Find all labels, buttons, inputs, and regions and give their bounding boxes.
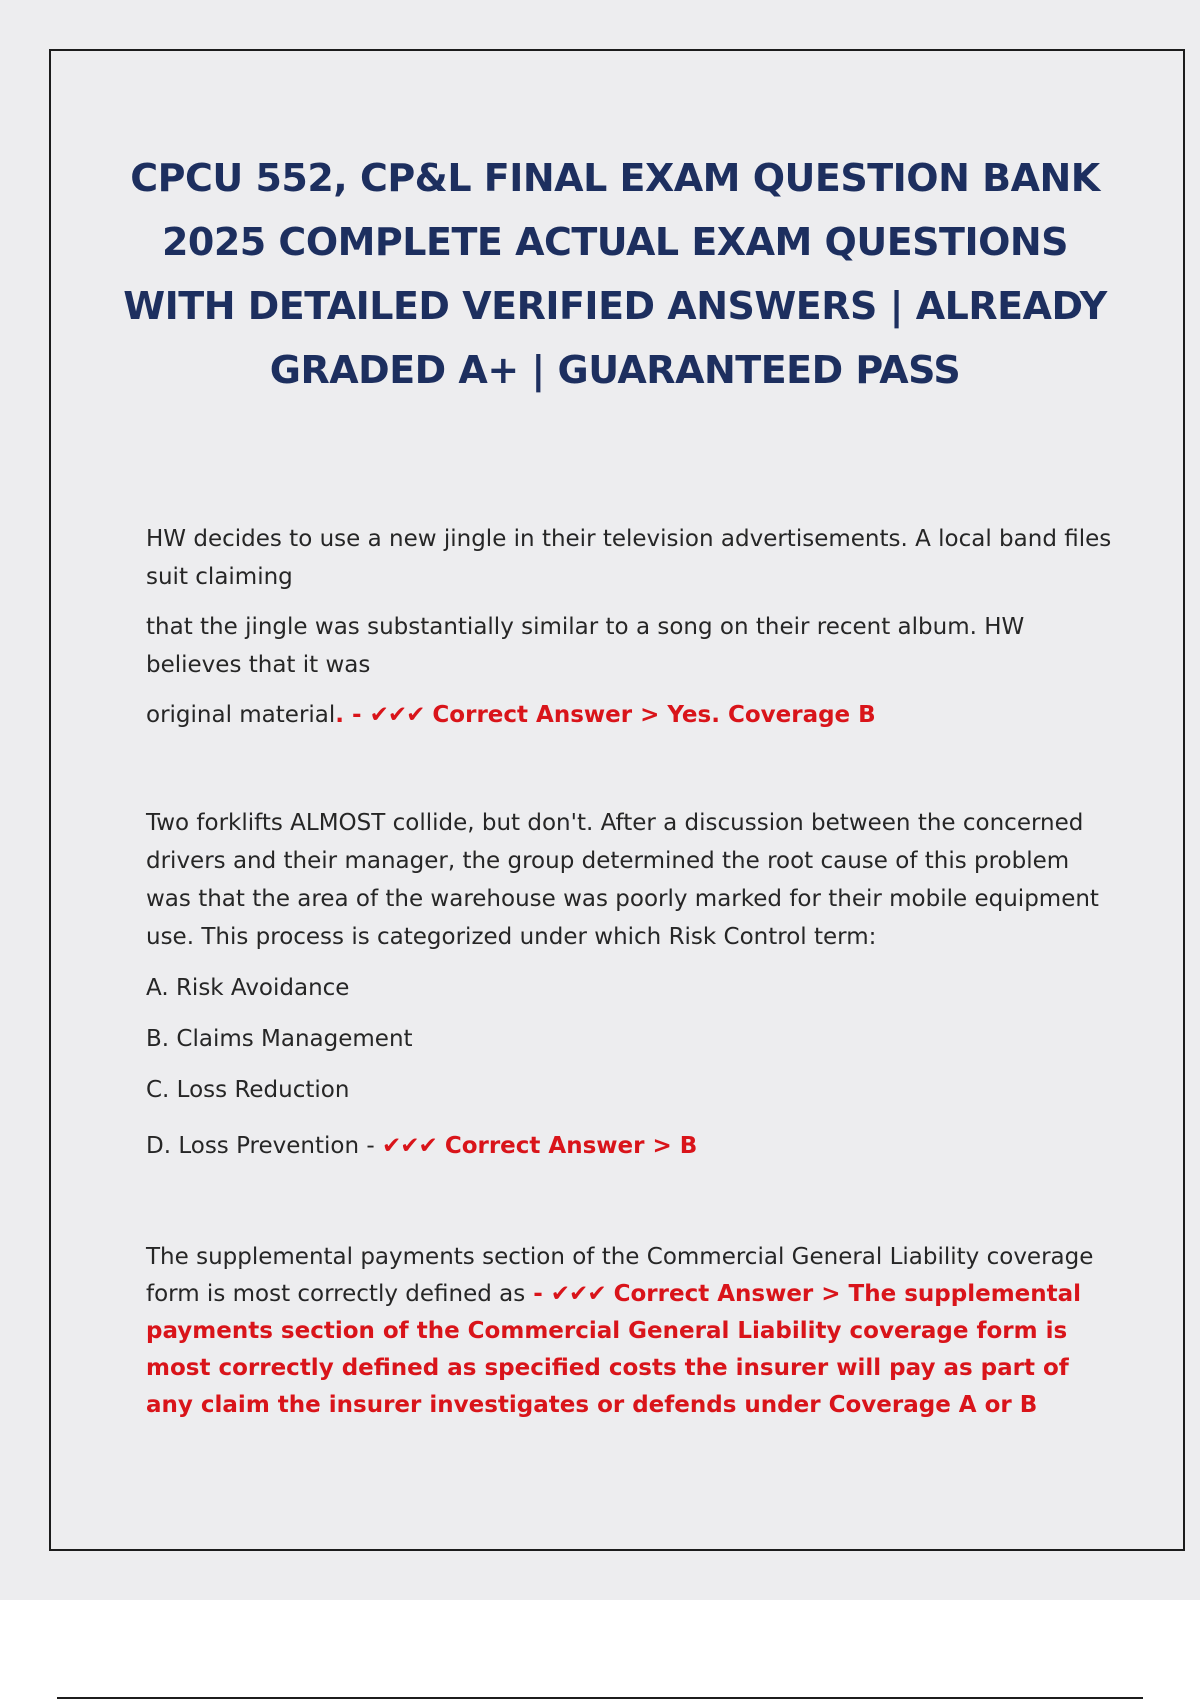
question-2-text: Two forklifts ALMOST collide, but don't. After a discussion between the concerned drivers and their manager, the group determined the root cause of this problem was that the area of the warehouse was poorly marked for their mobile equipment use. This process is categorized under which Risk Control term:	[146, 810, 1099, 950]
question-1-line-2: that the jingle was substantially similar to a song on their recent album. HW believes that it was	[146, 614, 1025, 678]
question-1-line-3-text: original material	[146, 702, 336, 728]
page-bottom-divider	[57, 1697, 1143, 1699]
question-2-answer: Correct Answer > B	[436, 1133, 698, 1159]
question-2-answer-separator: -	[359, 1133, 382, 1159]
question-3-answer: Correct Answer > The supplemental payments section of the Commercial General Liability coverage form is most correctly defined as specified costs the insurer will pay as part of any claim the insurer investigates or defends under Coverage A or B	[146, 1281, 1082, 1418]
question-3	[146, 1239, 1116, 1424]
question-2-option-b: B. Claims Management	[146, 1026, 413, 1052]
question-2-option-d-line	[146, 1127, 1116, 1165]
question-1-answer-separator: . -	[335, 702, 370, 728]
question-1-line-3	[146, 696, 1116, 734]
question-1-line-1: HW decides to use a new jingle in their television advertisements. A local band files suit claiming	[146, 526, 1112, 590]
question-2-option-d: D. Loss Prevention	[146, 1133, 360, 1159]
question-1-check-icon: ✔✔✔	[369, 702, 425, 728]
question-2-option-c: C. Loss Reduction	[146, 1077, 350, 1103]
question-2-option-a: A. Risk Avoidance	[146, 975, 350, 1001]
question-list	[146, 520, 1116, 1424]
question-3-check-icon: ✔✔✔	[550, 1281, 606, 1307]
document-title: CPCU 552, CP&L FINAL EXAM QUESTION BANK 2025 COMPLETE ACTUAL EXAM QUESTIONS WITH DETAILED VERIFIED ANSWERS | ALREADY GRADED A+ | GUARANTEED PASS	[123, 156, 1107, 392]
question-3-answer-separator: -	[525, 1281, 551, 1307]
question-2-check-icon: ✔✔✔	[381, 1133, 437, 1159]
question-1-answer: Correct Answer > Yes. Coverage B	[424, 702, 876, 728]
question-3-text: The supplemental payments section of the Commercial General Liability coverage form is most correctly defined as	[146, 1244, 1094, 1307]
